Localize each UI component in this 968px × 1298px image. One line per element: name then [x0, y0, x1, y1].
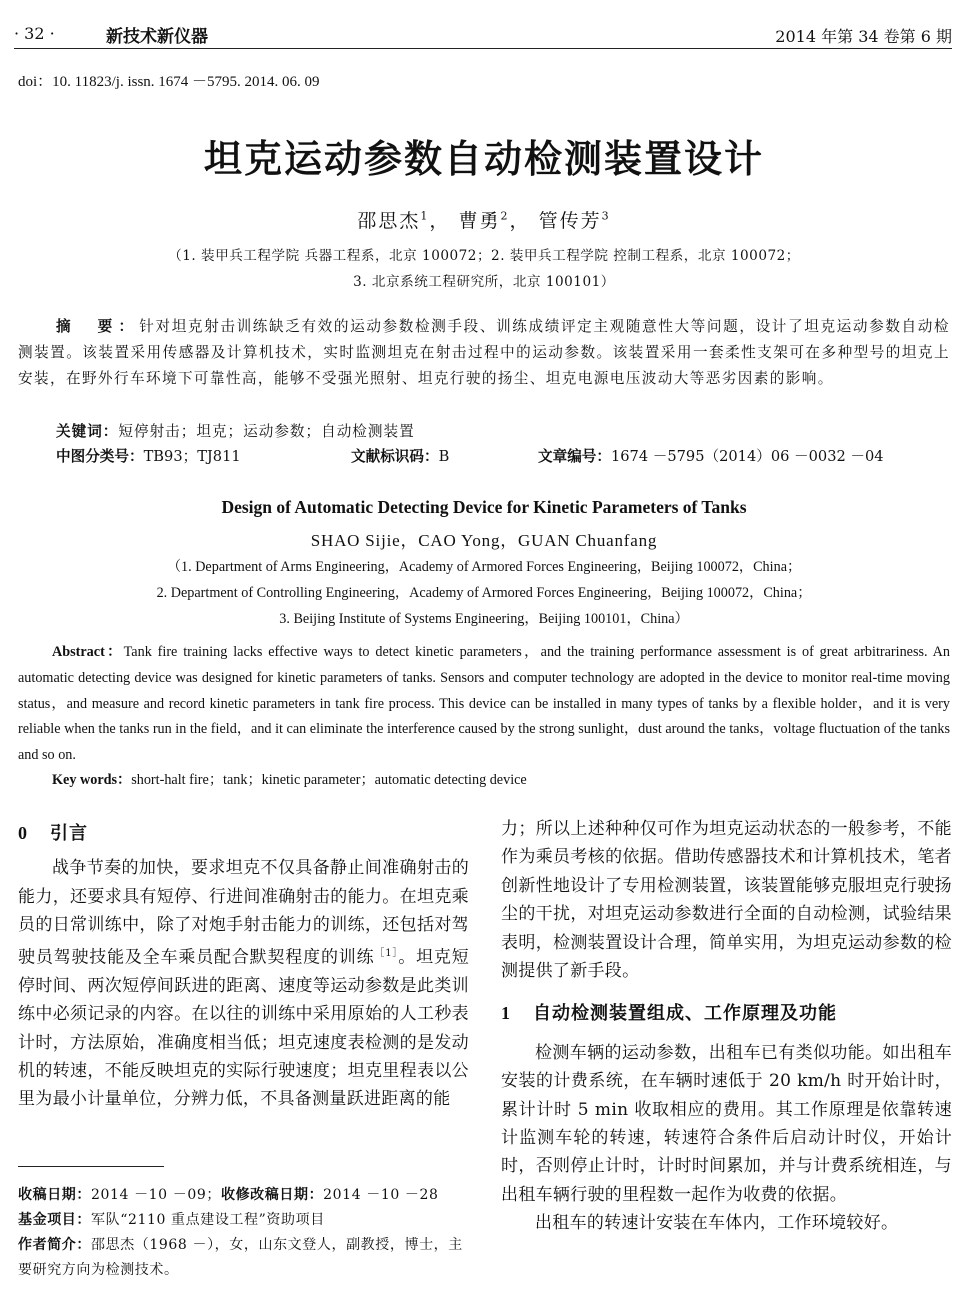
- author-separator: ，: [509, 210, 531, 232]
- section-number: 1: [501, 1003, 511, 1024]
- revised-date: 2014 －10 －28: [323, 1187, 439, 1203]
- keywords-en-label: Key words：: [52, 772, 132, 788]
- body-paragraph: 出租车的转速计安装在车体内，工作环境较好。: [535, 1213, 899, 1234]
- paragraph-text: 。坦克短停时间、两次短停间跃进的距离、速度等运动参数是此类训练中必须记录的内容。在以往的训练中采用原始的人工秒表计时，方法原始，准确度相当低；坦克速度表检测的是发动机的转速，不能反映坦克的实际行驶速度；坦克里程表以公里为最小计量单位，分辨力低，不具备测量跃进距离的能: [18, 947, 470, 1110]
- clc-value: TB93；TJ811: [143, 448, 241, 465]
- footnote-dates: [18, 1183, 469, 1208]
- citation-ref: ［1］: [374, 947, 399, 959]
- abstract-cn-text: 针对坦克射击训练缺乏有效的运动参数检测手段、训练成绩评定主观随意性大等问题，设计了坦克运动参数自动检测装置。该装置采用传感器及计算机技术，实时监测坦克在射击过程中的运动参数。该装置采用一套柔性支架可在多种型号的坦克上安装，在野外行车环境下可靠性高，能够不受强光照射、坦克行驶的扬尘、坦克电源电压波动大等恶劣因素的影响。: [18, 318, 950, 387]
- abstract-en-text: Tank fire training lacks effective ways to detect kinetic parameters，and the training performance assessment is of great arbitrariness. An automatic detecting device was designed for kinetic parameters of tanks. Sensors and computer technology are adopted in the device to monitor real-time moving status，and measure and record kinetic parameters in tank fire process. This device can be installed in many types of tanks by a flexible holder，and it is very reliable when the tanks run in the field，and it can eliminate the interference caused by the strong sunlight，dust around the tanks，voltage fluctuation of the tanks and so on.: [18, 644, 950, 764]
- doc-code-label: 文献标识码：: [351, 448, 439, 465]
- affiliation-en-line: 2. Department of Controlling Engineering，Academy of Armored Forces Engineering，Beijing 100072，China；: [156, 585, 812, 601]
- revised-label: 收修改稿日期：: [220, 1187, 324, 1203]
- doc-code-value: B: [438, 448, 450, 465]
- abstract-cn: [18, 314, 950, 392]
- section-title: 引言: [50, 823, 88, 844]
- paper-title-en: Design of Automatic Detecting Device for Kinetic Parameters of Tanks: [221, 497, 747, 517]
- author-name: 曹勇: [458, 210, 501, 232]
- section-heading: [18, 819, 469, 848]
- received-label: 收稿日期：: [18, 1187, 91, 1203]
- page-number: · 32 ·: [14, 24, 55, 43]
- footnote-bio: [18, 1233, 469, 1283]
- fund-value: 军队“2110 重点建设工程”资助项目: [91, 1212, 325, 1228]
- author-name: 邵思杰: [357, 210, 421, 232]
- bio-value: 邵思杰（1968 －），女，山东文登人，副教授，博士，主要研究方向为检测技术。: [18, 1237, 463, 1278]
- section-heading: [501, 999, 952, 1028]
- keywords-cn-label: 关键词：: [56, 423, 119, 440]
- section-title: 自动检测装置组成、工作原理及功能: [533, 1003, 837, 1025]
- affiliation-en-line: 3. Beijing Institute of Systems Engineering，Beijing 100101，China）: [279, 611, 689, 627]
- paragraph-text: 战争节奏的加快，要求坦克不仅具备静止间准确射击的能力，还要求具有短停、行进间准确射击的能力。在坦克乘员的日常训练中，除了对炮手射击能力的训练，还包括对驾驶员驾驶技能及全车乘员配合默契程度的训练: [18, 858, 469, 968]
- body-column-left: [18, 815, 469, 1114]
- article-number-label: 文章编号：: [538, 448, 611, 465]
- affiliation-en-line: （1. Department of Arms Engineering，Academy of Armored Forces Engineering，Beijing 100072，China；: [166, 559, 802, 575]
- authors-en: SHAO Sijie，CAO Yong，GUAN Chuanfang: [310, 531, 658, 550]
- keywords-cn-text: 短停射击；坦克；运动参数；自动检测装置: [118, 423, 415, 440]
- doi: doi：10. 11823/j. issn. 1674 －5795. 2014. 06. 09: [18, 74, 320, 90]
- authors-cn: [0, 206, 968, 233]
- author-affil-mark: 1: [420, 209, 430, 223]
- issue-info: 2014 年第 34 卷第 6 期: [775, 27, 952, 46]
- body-paragraph: 力；所以上述种种仅可作为坦克运动状态的一般参考，不能作为乘员考核的依据。借助传感器技术和计算机技术，笔者创新性地设计了专用检测装置，该装置能够克服坦克行驶扬尘的干扰，对坦克运动参数进行全面的自动检测，试验结果表明，检测装置设计合理，简单实用，为坦克运动参数的检测提供了新手段。: [501, 819, 952, 982]
- header-rule: [14, 48, 952, 49]
- body-column-right: [501, 815, 952, 1238]
- section-number: 0: [18, 823, 28, 843]
- affiliation-cn-line: 3. 北京系统工程研究所，北京 100101）: [353, 274, 615, 290]
- received-date: 2014 －10 －09；: [91, 1187, 221, 1203]
- keywords-en-text: short-halt fire；tank；kinetic parameter；automatic detecting device: [131, 772, 527, 788]
- clc-number: [56, 445, 241, 466]
- author-affil-mark: 2: [500, 209, 510, 223]
- article-number-value: 1674 －5795（2014）06 －0032 －04: [610, 448, 884, 465]
- running-header: [14, 18, 952, 48]
- document-code: [351, 445, 449, 466]
- abstract-en: [18, 640, 950, 769]
- footnote-fund: [18, 1208, 469, 1233]
- body-paragraph: 检测车辆的运动参数，出租车已有类似功能。如出租车安装的计费系统，在车辆时速低于 20 km/h 时开始计时，累计计时 5 min 收取相应的费用。其工作原理是依靠转速计监测车轮的转速，转速符合条件后启动计时仪，开始计时，否则停止计时，计时时间累加，并与计费系统相连，与出租车辆行驶的里程数一起作为收费的依据。: [501, 1042, 952, 1205]
- article-number: [538, 445, 884, 466]
- fund-label: 基金项目：: [18, 1212, 91, 1228]
- body-paragraph: [18, 854, 469, 1113]
- author-affil-mark: 3: [601, 209, 611, 223]
- footnotes: [18, 1183, 469, 1283]
- footnote-rule: [18, 1166, 164, 1167]
- author-name: 管传芳: [538, 210, 602, 232]
- journal-name: 新技术新仪器: [106, 27, 208, 47]
- keywords-en: [52, 769, 527, 789]
- paper-title-cn: 坦克运动参数自动检测装置设计: [203, 137, 764, 181]
- bio-label: 作者简介：: [18, 1237, 91, 1253]
- abstract-cn-label: 摘 要：: [56, 318, 140, 335]
- abstract-en-label: Abstract：: [52, 644, 124, 660]
- author-separator: ，: [429, 210, 451, 232]
- clc-label: 中图分类号：: [56, 448, 144, 465]
- affiliation-cn-line: （1. 装甲兵工程学院 兵器工程系，北京 100072；2. 装甲兵工程学院 控制工程系，北京 100072；: [168, 248, 800, 264]
- keywords-cn: [56, 420, 415, 441]
